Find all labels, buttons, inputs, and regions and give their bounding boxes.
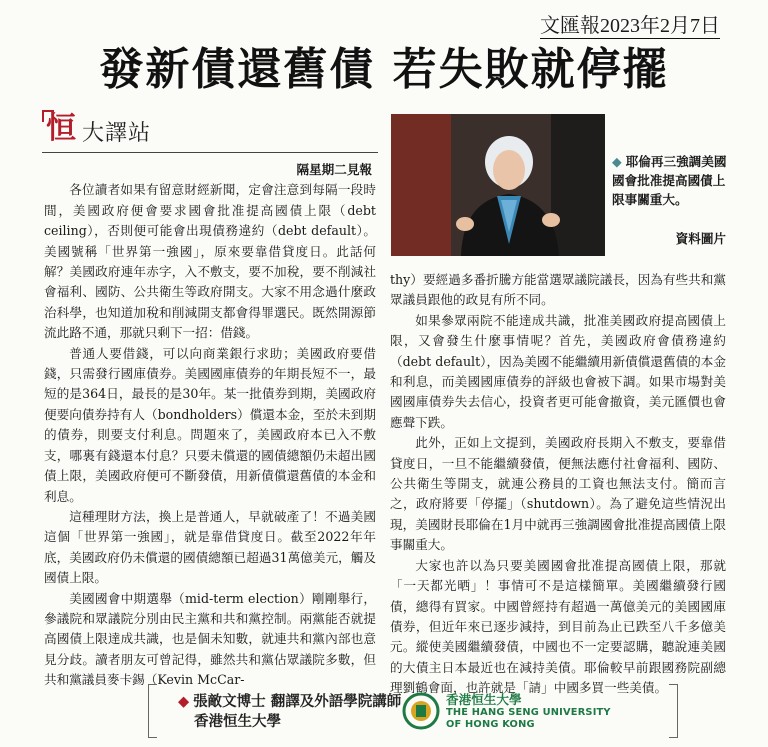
publication-schedule: 隔星期二見報 (296, 162, 372, 177)
paragraph: 如果參眾兩院不能達成共識，批准美國政府提高國債上限，又會發生什麼事情呢？首先，美國政府會債務違約（debt default），因為美國不能繼續用新債償還舊債的本金和利息，而美國國庫債券的評級也會被下調。如果市場對美國國庫債券失去信心，投資者更可能會撤資，美元匯價也會應聲下跌。 (390, 312, 726, 430)
paragraph: 大家也許以為只要美國國會批准提高國債上限，那就「一天都光晒」！事情可不是這樣簡單。美國繼續發行國債，總得有買家。中國曾經持有超過一萬億美元的美國國庫債券，但近年來已逐步減持，到目前為止已跌至八千多億美元。縱使美國繼續發債，中國也不一定要認購，聽說連美國的大債主日本最近也在減持美債。耶倫較早前跟國務院副總理劉鶴會面，也許就是「請」中國多買一些美債。 (390, 557, 726, 696)
university-name-zh: 香港恒生大學 (446, 692, 522, 707)
paragraph: 此外，正如上文提到，美國政府長期入不敷支，要靠借貸度日，一旦不能繼續發債，便無法應付社會福利、國防、公共衛生等開支，就連公務員的工資也無法支付。簡而言之，政府將要「停擺」（shutdown）。為了避免這些情況出現，美國財長耶倫在1月中就再三強調國會批准提高國債上限事關重大。 (390, 435, 726, 553)
author-credit (178, 692, 401, 732)
article-body-left (44, 160, 376, 691)
article-body-right (390, 270, 726, 699)
diamond-bullet-icon: ◆ (612, 154, 622, 169)
paragraph: thy）要經過多番折騰方能當選眾議院議長，因為有些共和黨眾議員跟他的政見有所不同。 (390, 272, 726, 308)
paragraph: 普通人要借錢，可以向商業銀行求助；美國政府要借錢，只需發行國庫債券。美國國庫債券的年期長短不一，最短的是364日，最長的是30年。某一批債券到期，美國政府便要向債券持有人（bondholders）償還本金，至於未到期的債券，則要支付利息。問題來了，美國政府本已入不敷支，哪裏有錢還本付息？只要未償還的國債總額仍未超出國債上限，美國政府便可不斷發債，用新債償還舊債的本金和利息。 (44, 345, 376, 504)
diamond-bullet-icon: ◆ (178, 694, 190, 710)
author-footer (148, 684, 678, 736)
photo-caption (612, 152, 732, 209)
article-headline: 發新債還舊債 若失敗就停擺 (99, 44, 669, 95)
footer-bracket-left (148, 684, 157, 738)
university-logo-icon (402, 692, 440, 730)
photo-credit: 資料圖片 (675, 231, 726, 246)
column-header (42, 112, 378, 152)
author-affiliation: 香港恒生大學 (194, 714, 281, 730)
footer-bracket-right (669, 684, 678, 738)
column-divider (42, 152, 378, 153)
paragraph: 美國國會中期選舉（mid-term election）剛剛舉行，參議院和眾議院分別由民主黨和共和黨控制。兩黨能否就提高國債上限達成共識，也是個未知數，就連共和黨內部也意見分歧。讀者朋友可曾記得，雖然共和黨佔眾議院多數，但共和黨議員麥卡錫（Kevin McCar- (44, 590, 376, 688)
university-name-en-2: OF HONG KONG (446, 719, 535, 730)
article-photo (391, 114, 605, 256)
column-logo-character: 恒 (46, 112, 80, 146)
photo-yellen-illustration (391, 114, 605, 256)
paragraph: 各位讀者如果有留意財經新聞，定會注意到每隔一段時間，美國政府便會要求國會批准提高國債上限（debt ceiling），否則便可能會出現債務違約（debt default）。美國號稱「世界第一強國」，原來要靠借貸度日。此話何解？美國政府連年赤字，入不敷支，要不加稅，要不削減社會福利、國防、公共衛生等政府開支。大家不用念過什麼政治科學，也知道加稅和削減開支都會得罪選民。既然開源節流此路不通，那就只剩下一招：借錢。 (44, 182, 376, 341)
caption-text: 耶倫再三強調美國國會批准提高國債上限事關重大。 (612, 154, 727, 207)
newspaper-source-date: 文匯報2023年2月7日 (540, 15, 720, 37)
university-name (446, 692, 611, 731)
column-name: 大譯站 (82, 121, 152, 146)
university-name-en-1: THE HANG SENG UNIVERSITY (446, 707, 611, 718)
paragraph: 這種理財方法，換上是普通人，早就破產了！不過美國這個「世界第一強國」，就是靠借貸度日。截至2022年年底，美國政府仍未償還的國債總額已超過31萬億美元，觸及國債上限。 (44, 508, 376, 586)
author-name-title: 張敵文博士 翻譯及外語學院講師 (193, 694, 402, 710)
